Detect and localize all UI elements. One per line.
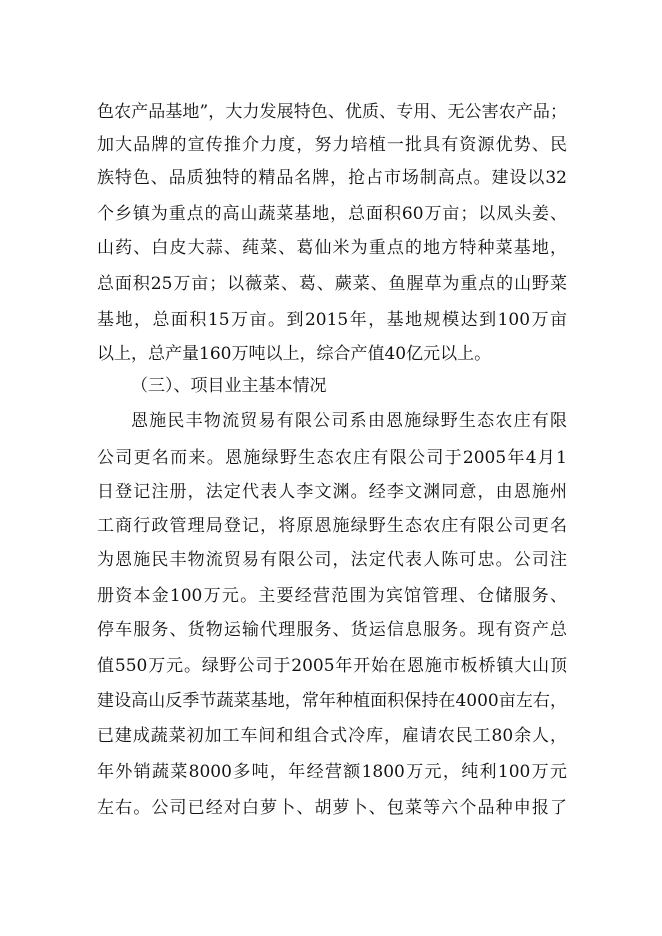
paragraph-line: 停车服务、货物运输代理服务、货运信息服务。现有资产总 <box>97 620 567 640</box>
paragraph-line: 为恩施民丰物流贸易有限公司，法定代表人陈可忠。公司注 <box>97 550 567 570</box>
paragraph-line: 以上，总产量160万吨以上，综合产值40亿元以上。 <box>97 344 492 364</box>
paragraph-line: 工商行政管理局登记，将原恩施绿野生态农庄有限公司更名 <box>97 516 567 536</box>
paragraph-line: 色农产品基地”，大力发展特色、优质、专用、无公害农产品； <box>97 102 567 122</box>
paragraph-line: 左右。公司已经对白萝卜、胡萝卜、包菜等六个品种申报了 <box>97 798 567 818</box>
paragraph-line: 已建成蔬菜初加工车间和组合式冷库，雇请农民工80余人， <box>97 726 567 746</box>
paragraph-line: 总面积25万亩；以薇菜、葛、蕨菜、鱼腥草为重点的山野菜 <box>97 274 567 294</box>
paragraph-line: 恩施民丰物流贸易有限公司系由恩施绿野生态农庄有限 <box>131 411 567 431</box>
paragraph-line: 个乡镇为重点的高山蔬菜基地，总面积60万亩；以凤头姜、 <box>97 204 567 224</box>
paragraph-line: 年外销蔬菜8000多吨，年经营额1800万元，纯利100万元 <box>97 762 567 782</box>
paragraph-line: 册资本金100万元。主要经营范围为宾馆管理、仓储服务、 <box>97 586 567 606</box>
paragraph-line: 建设高山反季节蔬菜基地，常年种植面积保持在4000亩左右， <box>97 691 567 711</box>
paragraph-line: 族特色、品质独特的精品名牌，抢占市场制高点。建设以32 <box>97 168 567 188</box>
paragraph-line: 公司更名而来。恩施绿野生态农庄有限公司于2005年4月1 <box>97 448 567 468</box>
paragraph-line: 值550万元。绿野公司于2005年开始在恩施市板桥镇大山顶 <box>97 656 567 676</box>
paragraph-line: 日登记注册，法定代表人李文渊。经李文渊同意，由恩施州 <box>97 482 567 502</box>
section-heading: （三）、项目业主基本情况 <box>131 376 327 396</box>
paragraph-line: 加大品牌的宣传推介力度，努力培植一批具有资源优势、民 <box>97 135 567 155</box>
paragraph-line: 基地，总面积15万亩。到2015年，基地规模达到100万亩 <box>97 310 567 330</box>
paragraph-line: 山药、白皮大蒜、莼菜、葛仙米为重点的地方特种菜基地， <box>97 238 567 258</box>
